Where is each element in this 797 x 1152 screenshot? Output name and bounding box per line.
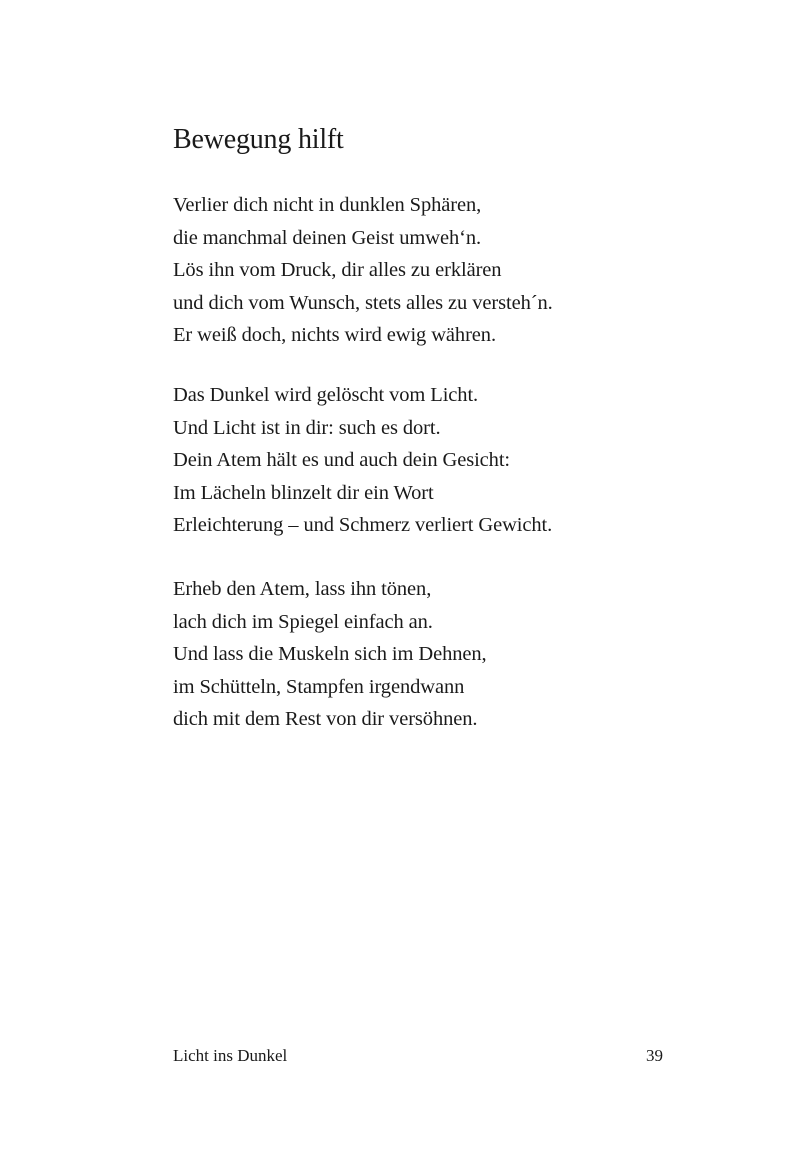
poem-title: Bewegung hilft	[173, 124, 344, 155]
poem-line: und dich vom Wunsch, stets alles zu versteh´n.	[173, 291, 553, 314]
poem-line: Und lass die Muskeln sich im Dehnen,	[173, 643, 487, 666]
poem-line: Verlier dich nicht in dunklen Sphären,	[173, 194, 482, 216]
poem-line: Erleichterung – und Schmerz verliert Gewicht.	[173, 514, 553, 537]
poem-line: im Schütteln, Stampfen irgendwann	[173, 675, 465, 698]
poem-line: Erheb den Atem, lass ihn tönen,	[173, 578, 432, 600]
poem-line: Lös ihn vom Druck, dir alles zu erklären	[173, 259, 502, 282]
poem-line: Und Licht ist in dir: such es dort.	[173, 416, 441, 439]
poem-line: Dein Atem hält es und auch dein Gesicht:	[173, 449, 511, 472]
poem-line: lach dich im Spiegel einfach an.	[173, 610, 433, 633]
poem-line: dich mit dem Rest von dir versöhnen.	[173, 708, 478, 731]
stanza-2	[173, 379, 552, 542]
footer-book-title: Licht ins Dunkel	[173, 1046, 288, 1065]
page-footer	[173, 1044, 663, 1068]
poem-line: Das Dunkel wird gelöscht vom Licht.	[173, 384, 479, 406]
page-number: 39	[646, 1046, 663, 1065]
poem-line: Er weiß doch, nichts wird ewig währen.	[173, 324, 496, 347]
stanza-1	[173, 189, 553, 352]
stanza-3	[173, 573, 487, 736]
poem-line: Im Lächeln blinzelt dir ein Wort	[173, 481, 434, 504]
poem-line: die manchmal deinen Geist umweh‘n.	[173, 226, 481, 249]
